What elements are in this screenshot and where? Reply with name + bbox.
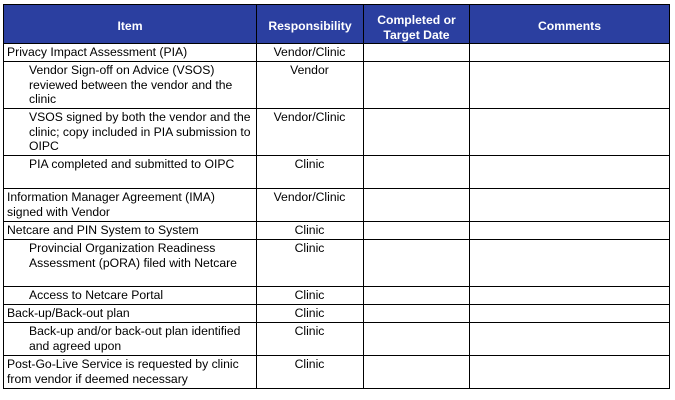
item-cell: Information Manager Agreement (IMA) signed with Vendor — [4, 189, 257, 222]
comments-cell — [470, 222, 670, 240]
table-row — [4, 156, 670, 189]
completed-date-cell — [364, 189, 470, 222]
table-row — [4, 222, 670, 240]
completed-date-cell — [364, 44, 470, 62]
item-cell: PIA completed and submitted to OIPC — [4, 156, 257, 189]
completed-date-cell — [364, 156, 470, 189]
responsibility-cell: Clinic — [257, 287, 364, 305]
comments-cell — [470, 323, 670, 356]
table-row — [4, 323, 670, 356]
item-cell: Back-up and/or back-out plan identified and agreed upon — [4, 323, 257, 356]
responsibility-cell: Vendor/Clinic — [257, 109, 364, 156]
responsibility-cell: Clinic — [257, 356, 364, 389]
table-body — [4, 44, 670, 389]
responsibility-cell: Clinic — [257, 305, 364, 323]
completed-date-cell — [364, 323, 470, 356]
header-completed-date: Completed or Target Date — [364, 5, 470, 44]
comments-cell — [470, 44, 670, 62]
table-row — [4, 189, 670, 222]
comments-cell — [470, 109, 670, 156]
comments-cell — [470, 305, 670, 323]
table-row — [4, 62, 670, 109]
completed-date-cell — [364, 305, 470, 323]
header-item: Item — [4, 5, 257, 44]
header-row — [4, 5, 670, 44]
responsibility-cell: Clinic — [257, 222, 364, 240]
item-cell: Post-Go-Live Service is requested by clinic from vendor if deemed necessary — [4, 356, 257, 389]
comments-cell — [470, 240, 670, 287]
responsibility-cell: Clinic — [257, 156, 364, 189]
table-row — [4, 240, 670, 287]
comments-cell — [470, 287, 670, 305]
responsibility-cell: Clinic — [257, 323, 364, 356]
header-comments: Comments — [470, 5, 670, 44]
completed-date-cell — [364, 109, 470, 156]
completed-date-cell — [364, 356, 470, 389]
item-cell: Vendor Sign-off on Advice (VSOS) reviewed between the vendor and the clinic — [4, 62, 257, 109]
completed-date-cell — [364, 62, 470, 109]
table-row — [4, 109, 670, 156]
header-responsibility: Responsibility — [257, 5, 364, 44]
item-cell: Access to Netcare Portal — [4, 287, 257, 305]
table-header — [4, 5, 670, 44]
checklist-table — [3, 4, 670, 389]
comments-cell — [470, 356, 670, 389]
completed-date-cell — [364, 222, 470, 240]
responsibility-cell: Vendor — [257, 62, 364, 109]
comments-cell — [470, 189, 670, 222]
table-row — [4, 305, 670, 323]
responsibility-cell: Vendor/Clinic — [257, 189, 364, 222]
item-cell: Netcare and PIN System to System — [4, 222, 257, 240]
completed-date-cell — [364, 240, 470, 287]
comments-cell — [470, 156, 670, 189]
item-cell: Provincial Organization Readiness Assessment (pORA) filed with Netcare — [4, 240, 257, 287]
responsibility-cell: Vendor/Clinic — [257, 44, 364, 62]
comments-cell — [470, 62, 670, 109]
item-cell: Back-up/Back-out plan — [4, 305, 257, 323]
responsibility-cell: Clinic — [257, 240, 364, 287]
table-row — [4, 287, 670, 305]
item-cell: VSOS signed by both the vendor and the clinic; copy included in PIA submission to OIPC — [4, 109, 257, 156]
item-cell: Privacy Impact Assessment (PIA) — [4, 44, 257, 62]
table-row — [4, 44, 670, 62]
completed-date-cell — [364, 287, 470, 305]
table-row — [4, 356, 670, 389]
